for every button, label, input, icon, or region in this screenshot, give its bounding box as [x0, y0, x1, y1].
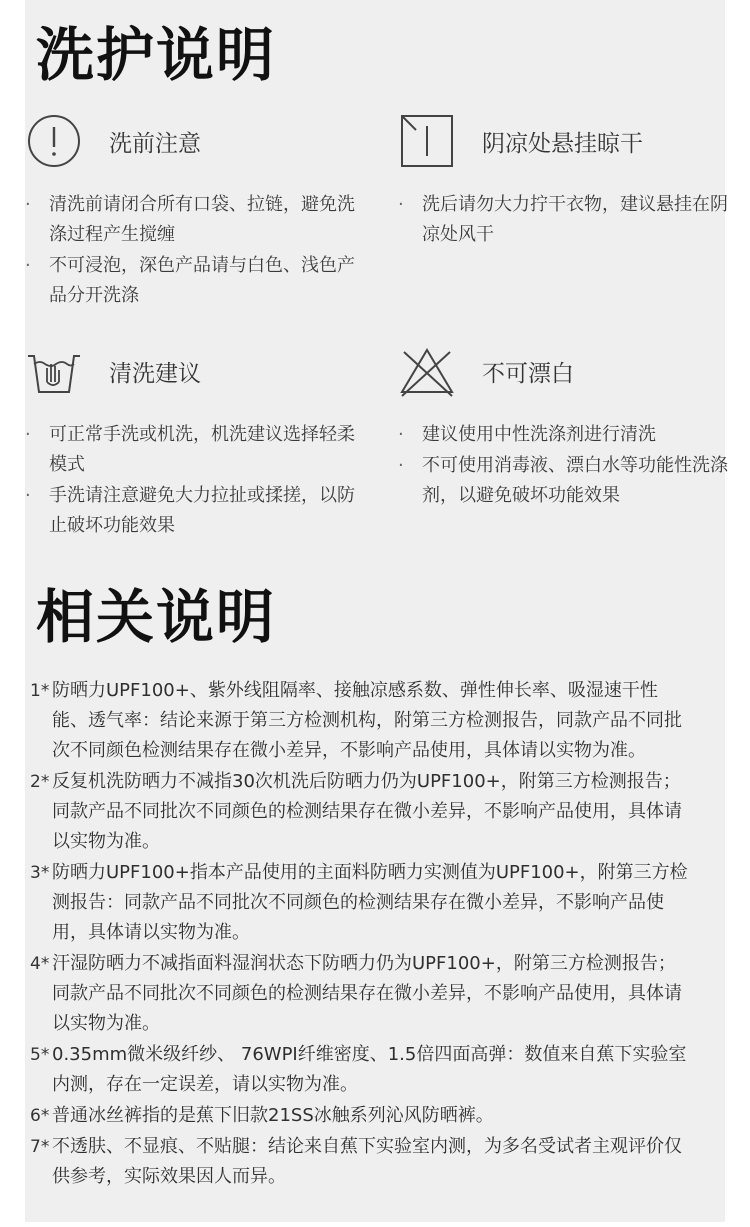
care-before-wash	[25, 112, 355, 312]
note-item: 3* 防晒力UPF100+指本产品使用的主面料防晒力实测值为UPF100+，附第三方检测报告：同款产品不同批次不同颜色的检测结果存在微小差异，不影响产品使用，具体请以实物为准。	[30, 862, 688, 943]
related-notes-list	[30, 676, 690, 1193]
care-item: · 洗后请勿大力拧干衣物，建议悬挂在阴凉处风干	[398, 190, 728, 250]
hand-wash-icon	[25, 342, 83, 400]
care-label: 清洗建议	[109, 361, 201, 387]
note-item: 7* 不透肤、不显痕、不贴腿：结论来自蕉下实验室内测，为多名受试者主观评价仅供参考，实际效果因人而异。	[30, 1136, 682, 1187]
care-item: · 手洗请注意避免大力拉扯或揉搓，以防止破坏功能效果	[25, 481, 355, 541]
note-item: 4* 汗湿防晒力不减指面料湿润状态下防晒力仍为UPF100+，附第三方检测报告；同款产品不同批次不同颜色的检测结果存在微小差异，不影响产品使用，具体请以实物为准。	[30, 953, 682, 1034]
care-item: · 可正常手洗或机洗，机洗建议选择轻柔模式	[25, 420, 355, 480]
wash-care-title: 洗护说明	[36, 21, 277, 89]
care-item: · 不可浸泡，深色产品请与白色、浅色产品分开洗涤	[25, 251, 355, 311]
note-item: 2* 反复机洗防晒力不减指30次机洗后防晒力仍为UPF100+，附第三方检测报告；同款产品不同批次不同颜色的检测结果存在微小差异，不影响产品使用，具体请以实物为准。	[30, 771, 682, 852]
care-label: 洗前注意	[109, 131, 201, 157]
related-notes-title: 相关说明	[36, 583, 277, 651]
care-no-bleach	[398, 342, 728, 512]
care-label: 阴凉处悬挂晾干	[482, 131, 643, 157]
care-item: · 建议使用中性洗涤剂进行清洗	[398, 420, 728, 450]
care-wash-advice	[25, 342, 355, 542]
care-dry-in-shade	[398, 112, 728, 251]
do-not-bleach-icon	[398, 342, 456, 400]
dry-in-shade-icon	[398, 112, 456, 170]
warning-circle-icon	[25, 112, 83, 170]
care-item: · 不可使用消毒液、漂白水等功能性洗涤剂，以避免破坏功能效果	[398, 451, 728, 511]
care-item: · 清洗前请闭合所有口袋、拉链，避免洗涤过程产生搅缠	[25, 190, 355, 250]
note-item: 1* 防晒力UPF100+、紫外线阻隔率、接触凉感系数、弹性伸长率、吸湿速干性能、透气率：结论来源于第三方检测机构，附第三方检测报告，同款产品不同批次不同颜色检测结果存在微小差异，不影响产品使用，具体请以实物为准。	[30, 680, 682, 761]
care-label: 不可漂白	[482, 361, 574, 387]
note-item: 5* 0.35mm微米级纤纱、 76WPI纤维密度、1.5倍四面高弹：数值来自蕉下实验室内测，存在一定误差，请以实物为准。	[30, 1044, 687, 1095]
note-item: 6* 普通冰丝裤指的是蕉下旧款21SS冰触系列沁风防晒裤。	[30, 1105, 494, 1126]
